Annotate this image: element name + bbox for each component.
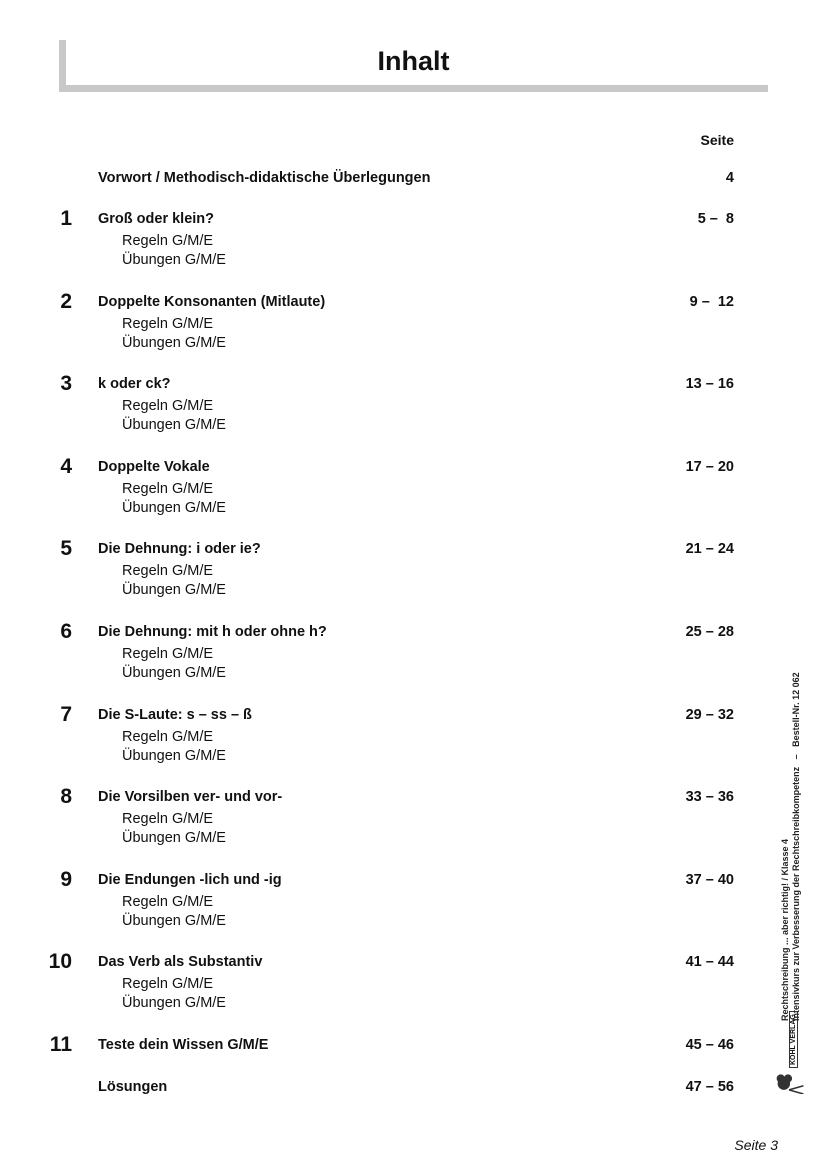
toc-pages: 13 – 16 bbox=[685, 376, 734, 392]
toc-pages: 37 – 40 bbox=[685, 872, 734, 888]
toc-subitem: Regeln G/M/E bbox=[122, 398, 214, 414]
toc-row-chapter bbox=[0, 785, 827, 811]
publisher-logo-label: KOHL VERLAG bbox=[789, 1011, 798, 1068]
page-title: Inhalt bbox=[377, 46, 450, 76]
toc-subitem: Regeln G/M/E bbox=[122, 976, 214, 992]
toc-row-chapter bbox=[0, 703, 827, 729]
toc-subitem: Regeln G/M/E bbox=[122, 233, 214, 249]
chapter-number: 3 bbox=[60, 372, 72, 395]
toc-row-chapter bbox=[0, 455, 827, 481]
toc-subitem: Regeln G/M/E bbox=[122, 563, 214, 579]
toc-subitem: Übungen G/M/E bbox=[122, 251, 226, 268]
toc-title: Lösungen bbox=[98, 1079, 168, 1095]
toc-title: Vorwort / Methodisch-didaktische Überlegungen bbox=[98, 170, 431, 186]
publisher-tree-logo-icon bbox=[774, 1030, 804, 1094]
toc-title: Die Dehnung: i oder ie? bbox=[98, 541, 261, 557]
toc-row-loesungen bbox=[0, 1079, 827, 1101]
toc-subitem: Übungen G/M/E bbox=[122, 994, 226, 1011]
toc-row-chapter bbox=[0, 372, 827, 398]
chapter-number: 4 bbox=[60, 455, 72, 478]
toc-subitem: Übungen G/M/E bbox=[122, 664, 226, 681]
toc-subitem: Übungen G/M/E bbox=[122, 829, 226, 846]
toc-row-chapter bbox=[0, 537, 827, 563]
toc-subitem: Regeln G/M/E bbox=[122, 811, 214, 827]
toc-pages: 5 – 8 bbox=[697, 211, 734, 227]
seite-column-header: Seite bbox=[700, 132, 734, 148]
toc-subitem: Übungen G/M/E bbox=[122, 416, 226, 433]
chapter-number: 8 bbox=[60, 785, 72, 808]
toc-title: Die Vorsilben ver- und vor- bbox=[98, 789, 283, 805]
chapter-number: 5 bbox=[60, 537, 72, 560]
toc-title: Doppelte Konsonanten (Mitlaute) bbox=[98, 294, 326, 310]
toc-subitem: Regeln G/M/E bbox=[122, 729, 214, 745]
title-frame bbox=[59, 40, 768, 92]
page-number-footer: Seite 3 bbox=[734, 1137, 778, 1153]
toc-title: Die Dehnung: mit h oder ohne h? bbox=[98, 624, 327, 640]
chapter-number: 6 bbox=[60, 620, 72, 643]
toc-row-chapter bbox=[0, 290, 827, 316]
toc-title: Das Verb als Substantiv bbox=[98, 954, 263, 970]
toc-pages: 41 – 44 bbox=[685, 954, 734, 970]
toc-pages: 33 – 36 bbox=[685, 789, 734, 805]
chapter-number: 7 bbox=[60, 703, 72, 726]
toc-pages: 17 – 20 bbox=[685, 459, 734, 475]
toc-subitem: Übungen G/M/E bbox=[122, 334, 226, 351]
toc-row-chapter bbox=[0, 868, 827, 894]
chapter-number: 1 bbox=[60, 207, 72, 230]
toc-subitem: Übungen G/M/E bbox=[122, 499, 226, 516]
sidebar-order-number: Bestell-Nr. 12 062 bbox=[791, 672, 801, 747]
sidebar-book-info bbox=[780, 672, 802, 1021]
chapter-number: 9 bbox=[60, 868, 72, 891]
title-frame-bottom-bar bbox=[59, 85, 768, 92]
toc-subitem: Übungen G/M/E bbox=[122, 581, 226, 598]
toc-title: Die S-Laute: s – ss – ß bbox=[98, 707, 252, 723]
toc-row-vorwort bbox=[0, 170, 827, 192]
chapter-number: 10 bbox=[48, 950, 72, 973]
chapter-number: 2 bbox=[60, 290, 72, 313]
toc-subitem: Regeln G/M/E bbox=[122, 646, 214, 662]
toc-row-chapter bbox=[0, 207, 827, 233]
toc-title: Groß oder klein? bbox=[98, 211, 215, 227]
toc-row-chapter bbox=[0, 620, 827, 646]
toc-title: Teste dein Wissen G/M/E bbox=[98, 1037, 269, 1053]
toc-title: k oder ck? bbox=[98, 376, 171, 392]
toc-subitem: Übungen G/M/E bbox=[122, 912, 226, 929]
toc-pages: 9 – 12 bbox=[689, 294, 734, 310]
toc-title: Die Endungen -lich und -ig bbox=[98, 872, 282, 888]
toc-pages: 21 – 24 bbox=[685, 541, 734, 557]
toc-title: Doppelte Vokale bbox=[98, 459, 210, 475]
toc-subitem: Regeln G/M/E bbox=[122, 481, 214, 497]
toc-pages: 45 – 46 bbox=[685, 1037, 734, 1053]
toc-pages: 29 – 32 bbox=[685, 707, 734, 723]
toc-pages: 25 – 28 bbox=[685, 624, 734, 640]
toc-subitem: Regeln G/M/E bbox=[122, 316, 214, 332]
chapter-number: 11 bbox=[49, 1033, 72, 1056]
toc-pages: 47 – 56 bbox=[685, 1079, 734, 1095]
toc-subitem: Regeln G/M/E bbox=[122, 894, 214, 910]
sidebar-line2: Intensivkurs zur Verbesserung der Rechtschreibkompetenz – Bestell-Nr. 12 062 bbox=[791, 672, 801, 1021]
toc-subitem: Übungen G/M/E bbox=[122, 747, 226, 764]
toc-row-chapter bbox=[0, 950, 827, 976]
toc-pages: 4 bbox=[725, 170, 734, 186]
sidebar-line1: Rechtschreibung ... aber richtig! / Klasse 4 bbox=[780, 838, 790, 1021]
